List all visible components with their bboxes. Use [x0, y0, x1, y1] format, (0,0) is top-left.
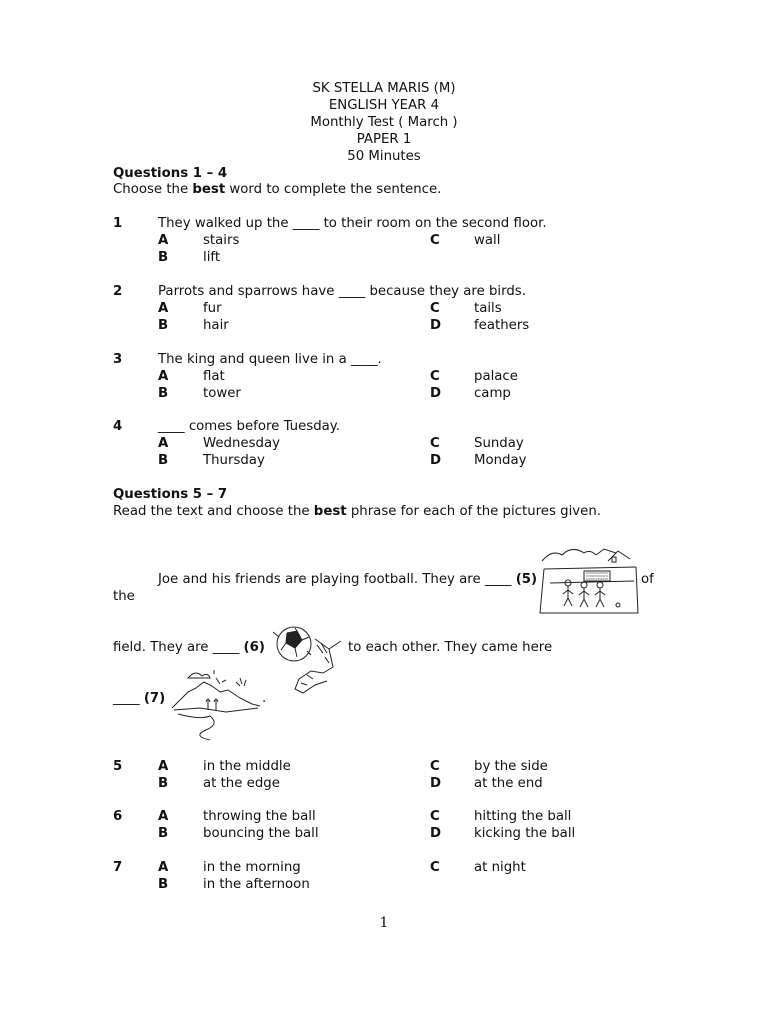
option-text: fur: [203, 301, 222, 316]
option-letter: B: [158, 776, 169, 791]
question-number: 2: [113, 284, 123, 299]
option-text: Sunday: [474, 436, 524, 451]
question-stem: The king and queen live in a ____.: [158, 352, 382, 367]
option-letter: A: [158, 301, 169, 316]
passage-line-2: field. They are ____ (6): [113, 640, 265, 655]
option-letter: A: [158, 436, 169, 451]
section2-instructions: Read the text and choose the best phrase for each of the pictures given.: [113, 504, 601, 519]
option-text: tower: [203, 386, 241, 401]
option-text: flat: [203, 369, 225, 384]
option-letter: C: [430, 860, 440, 875]
subject-title: ENGLISH YEAR 4: [328, 98, 440, 113]
question-number: 7: [113, 860, 123, 875]
option-letter: C: [430, 436, 440, 451]
option-text: Monday: [474, 453, 527, 468]
option-letter: C: [430, 809, 440, 824]
option-text: kicking the ball: [474, 826, 576, 841]
option-letter: B: [158, 877, 169, 892]
option-letter: D: [430, 386, 442, 401]
question-number: 3: [113, 352, 123, 367]
option-letter: C: [430, 233, 440, 248]
question-number: 5: [113, 759, 123, 774]
option-text: in the morning: [203, 860, 301, 875]
option-text: at the edge: [203, 776, 280, 791]
test-title: Monthly Test ( March ): [310, 115, 458, 130]
option-text: at night: [474, 860, 526, 875]
option-letter: D: [430, 776, 442, 791]
option-text: Thursday: [203, 453, 265, 468]
option-letter: A: [158, 759, 169, 774]
option-text: hair: [203, 318, 229, 333]
passage-line-3-end: .: [262, 691, 267, 706]
section1-instructions: Choose the best word to complete the sentence.: [113, 182, 442, 197]
option-letter: A: [158, 860, 169, 875]
option-letter: A: [158, 233, 169, 248]
option-text: in the afternoon: [203, 877, 310, 892]
paper-title: PAPER 1: [356, 132, 412, 147]
option-letter: B: [158, 386, 169, 401]
passage-of: of: [641, 572, 654, 587]
option-letter: D: [430, 318, 442, 333]
football-field-illustration-icon: [538, 543, 640, 621]
option-text: throwing the ball: [203, 809, 316, 824]
passage-line-3: ____ (7): [113, 691, 166, 706]
option-text: palace: [474, 369, 518, 384]
option-letter: B: [158, 826, 169, 841]
passage-line-2-end: to each other. They came here: [348, 640, 553, 655]
option-text: tails: [474, 301, 502, 316]
section1-title: Questions 1 – 4: [113, 166, 228, 181]
kicking-ball-illustration-icon: [267, 623, 345, 697]
option-letter: B: [158, 250, 169, 265]
passage-the: the: [113, 589, 135, 604]
question-number: 4: [113, 419, 123, 434]
option-letter: C: [430, 301, 440, 316]
question-stem: ____ comes before Tuesday.: [158, 419, 341, 434]
question-stem: Parrots and sparrows have ____ because they are birds.: [158, 284, 526, 299]
mountain-sunrise-illustration-icon: [170, 664, 262, 744]
option-text: at the end: [474, 776, 543, 791]
option-text: stairs: [203, 233, 240, 248]
option-letter: C: [430, 759, 440, 774]
option-letter: D: [430, 453, 442, 468]
option-letter: A: [158, 809, 169, 824]
option-text: by the side: [474, 759, 548, 774]
option-text: wall: [474, 233, 501, 248]
question-number: 1: [113, 216, 123, 231]
option-letter: D: [430, 826, 442, 841]
option-letter: A: [158, 369, 169, 384]
option-letter: C: [430, 369, 440, 384]
question-stem: They walked up the ____ to their room on the second floor.: [158, 216, 547, 231]
question-number: 6: [113, 809, 123, 824]
page-number: 1: [379, 915, 389, 931]
option-letter: B: [158, 318, 169, 333]
option-text: feathers: [474, 318, 530, 333]
option-text: Wednesday: [203, 436, 280, 451]
option-text: camp: [474, 386, 511, 401]
section2-title: Questions 5 – 7: [113, 487, 228, 502]
passage-line-1: Joe and his friends are playing football. They are ____ (5): [158, 572, 538, 587]
duration-text: 50 Minutes: [347, 149, 421, 164]
option-text: hitting the ball: [474, 809, 572, 824]
school-name: SK STELLA MARIS (M): [312, 81, 456, 96]
option-text: lift: [203, 250, 221, 265]
option-letter: B: [158, 453, 169, 468]
option-text: bouncing the ball: [203, 826, 319, 841]
option-text: in the middle: [203, 759, 291, 774]
